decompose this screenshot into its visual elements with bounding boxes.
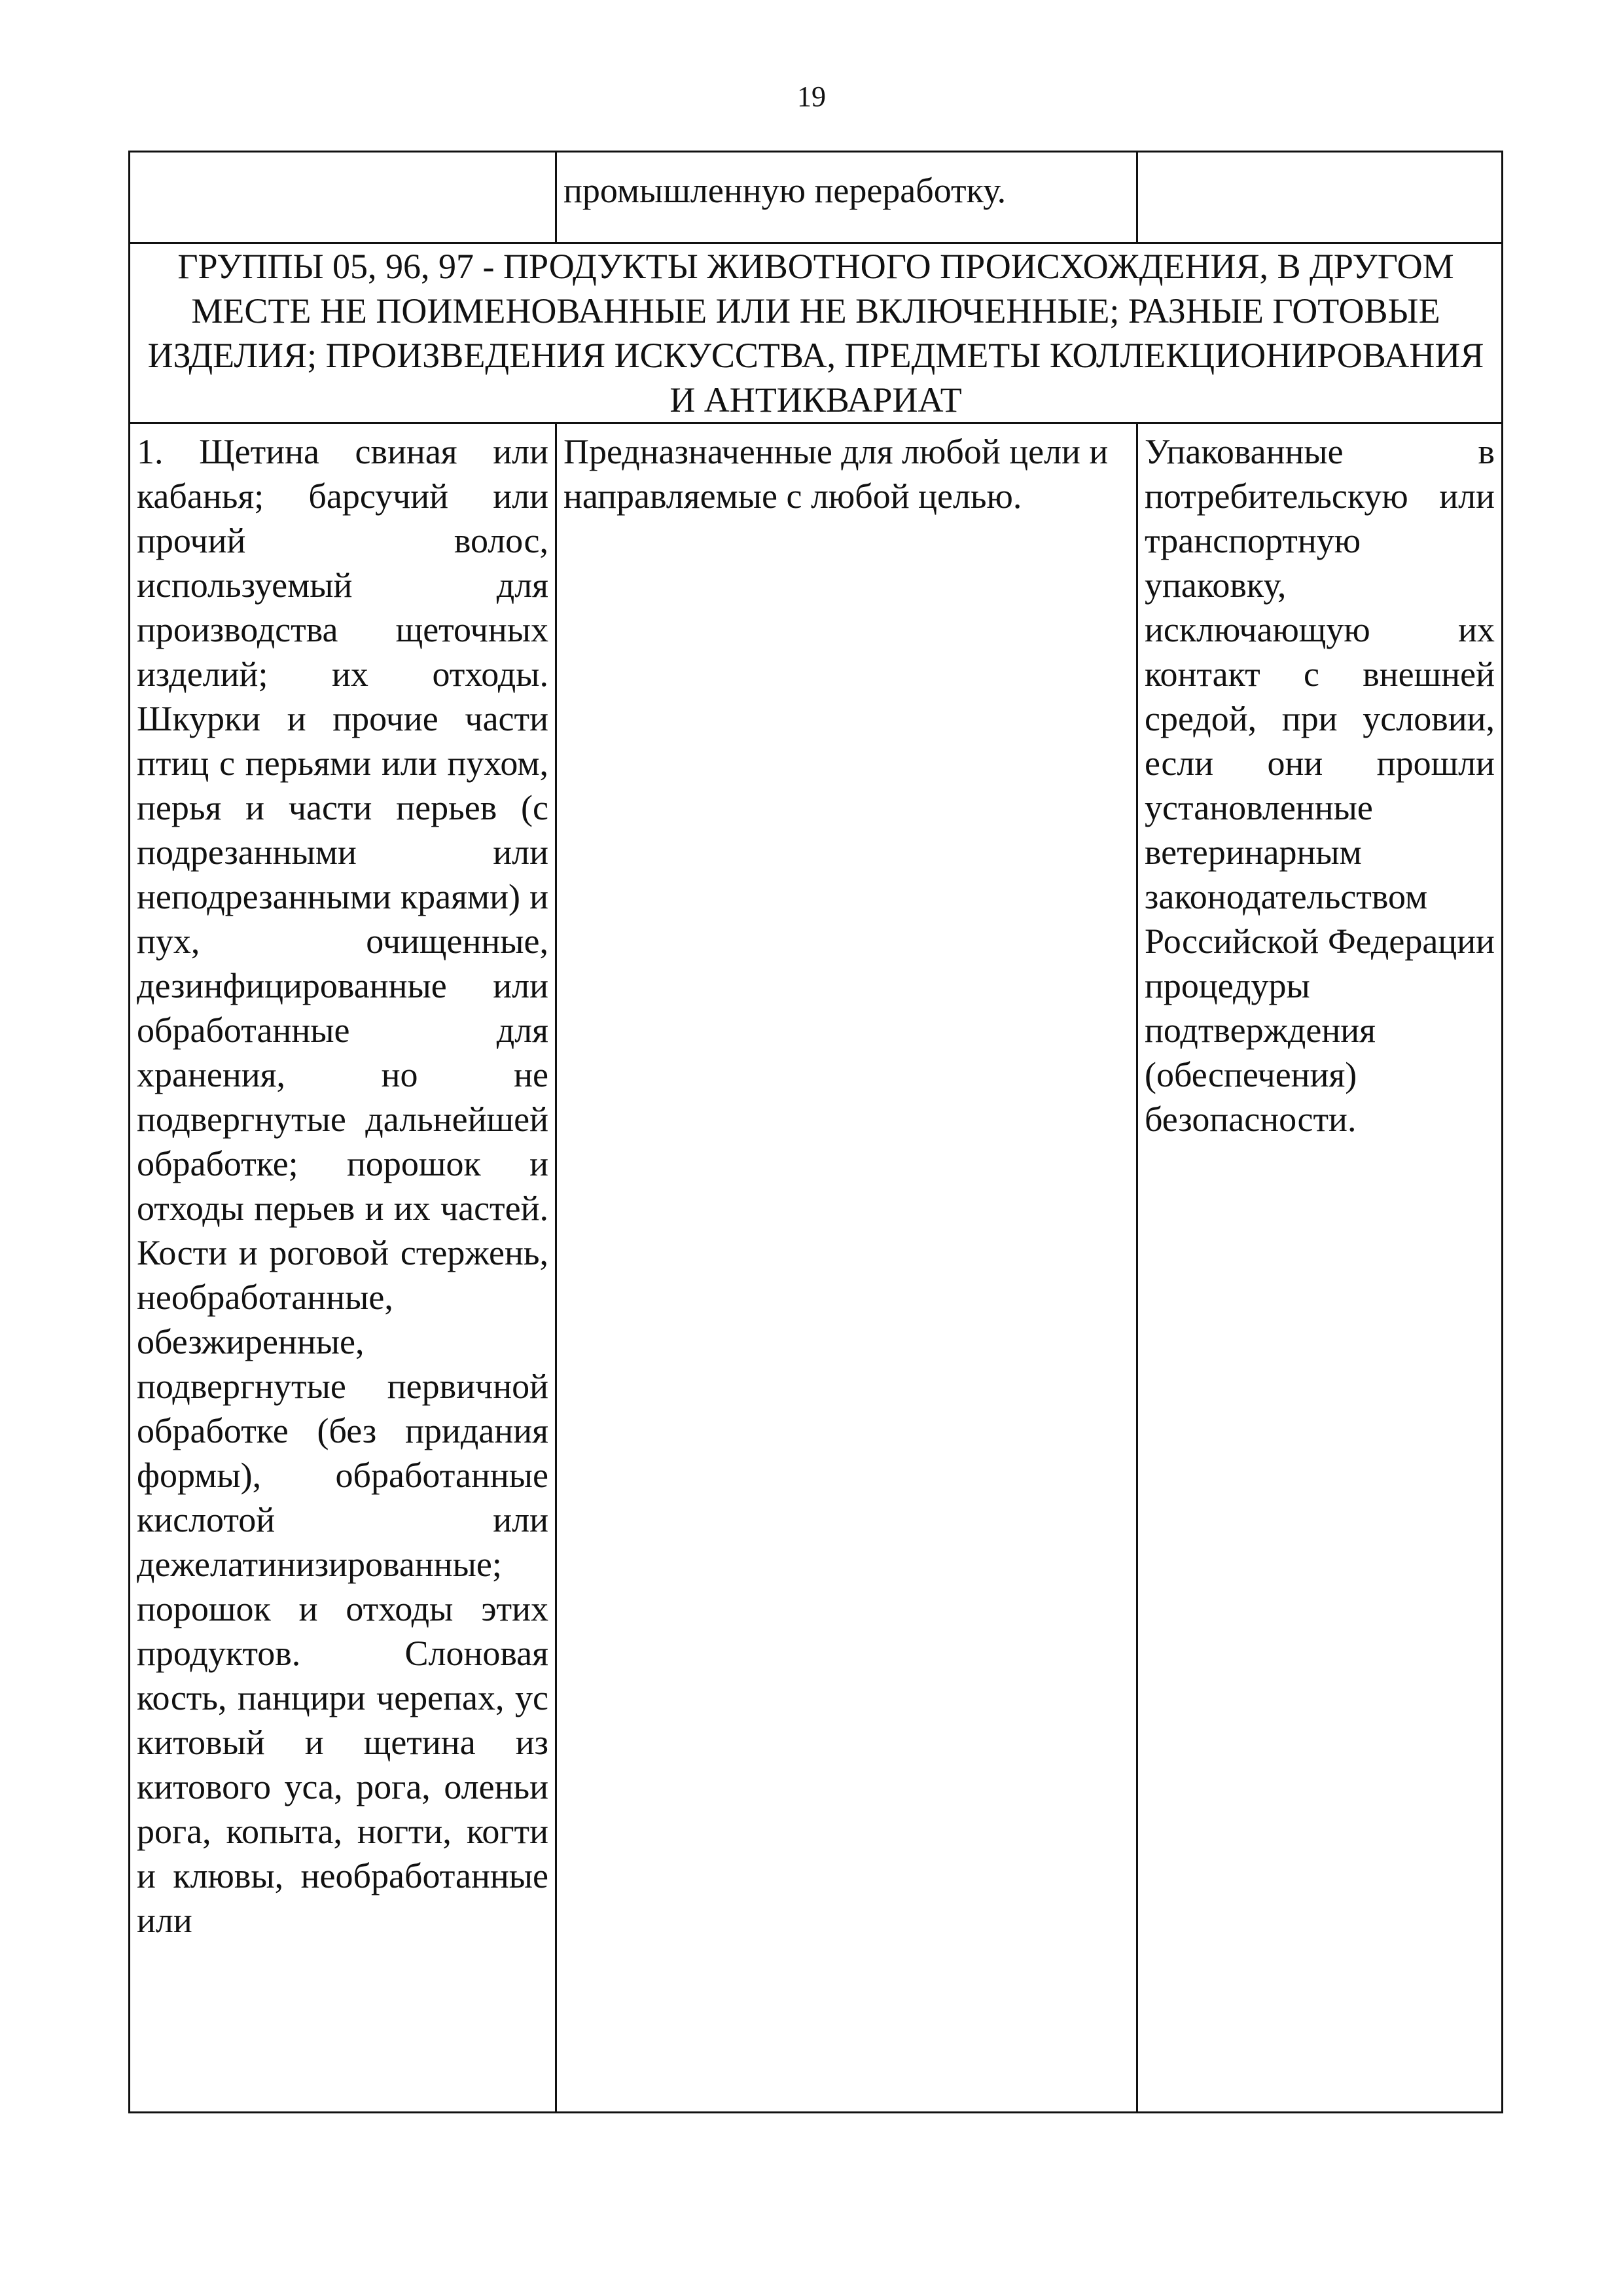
regulation-table — [128, 151, 1503, 2113]
table-cell-conditions: Упакованные в потребительскую или транспортную упаковку, исключающую их контакт с внешней средой, при условии, если они прошли установленные ветеринарным законодательством Российской Федерации процедуры подтверждения (обеспечения) безопасности. — [1137, 423, 1503, 2113]
table-cell-empty-right — [1137, 152, 1503, 243]
table-row — [130, 423, 1503, 2113]
table-cell-product-description: 1. Щетина свиная или кабанья; барсучий или прочий волос, используемый для производства щеточных изделий; их отходы. Шкурки и прочие части птиц с перьями или пухом, перья и части перьев (с подрезанными или неподрезанными краями) и пух, очищенные, дезинфицированные или обработанные для хранения, но не подвергнутые дальнейшей обработке; порошок и отходы перьев и их частей. Кости и роговой стержень, необработанные, обезжиренные, подвергнутые первичной обработке (без придания формы), обработанные кислотой или дежелатинизированные; порошок и отходы этих продуктов. Слоновая кость, панцири черепах, ус китовый и щетина из китового уса, рога, оленьи рога, копыта, ногти, когти и клювы, необработанные или — [130, 423, 556, 2113]
group-header-text: ГРУППЫ 05, 96, 97 - ПРОДУКТЫ ЖИВОТНОГО ПРОИСХОЖДЕНИЯ, В ДРУГОМ МЕСТЕ НЕ ПОИМЕНОВАННЫЕ ИЛИ НЕ ВКЛЮЧЕННЫЕ; РАЗНЫЕ ГОТОВЫЕ ИЗДЕЛИЯ; ПРОИЗВЕДЕНИЯ ИСКУССТВА, ПРЕДМЕТЫ КОЛЛЕКЦИОНИРОВАНИЯ И АНТИКВАРИАТ — [130, 243, 1503, 423]
table-cell-continuation-text: промышленную переработку. — [556, 152, 1137, 243]
table-row-continuation — [130, 152, 1503, 243]
page-number: 19 — [797, 81, 826, 113]
table-cell-purpose: Предназначенные для любой цели и направляемые с любой целью. — [556, 423, 1137, 2113]
table-cell-empty-left — [130, 152, 556, 243]
table-row-group-header — [130, 243, 1503, 423]
